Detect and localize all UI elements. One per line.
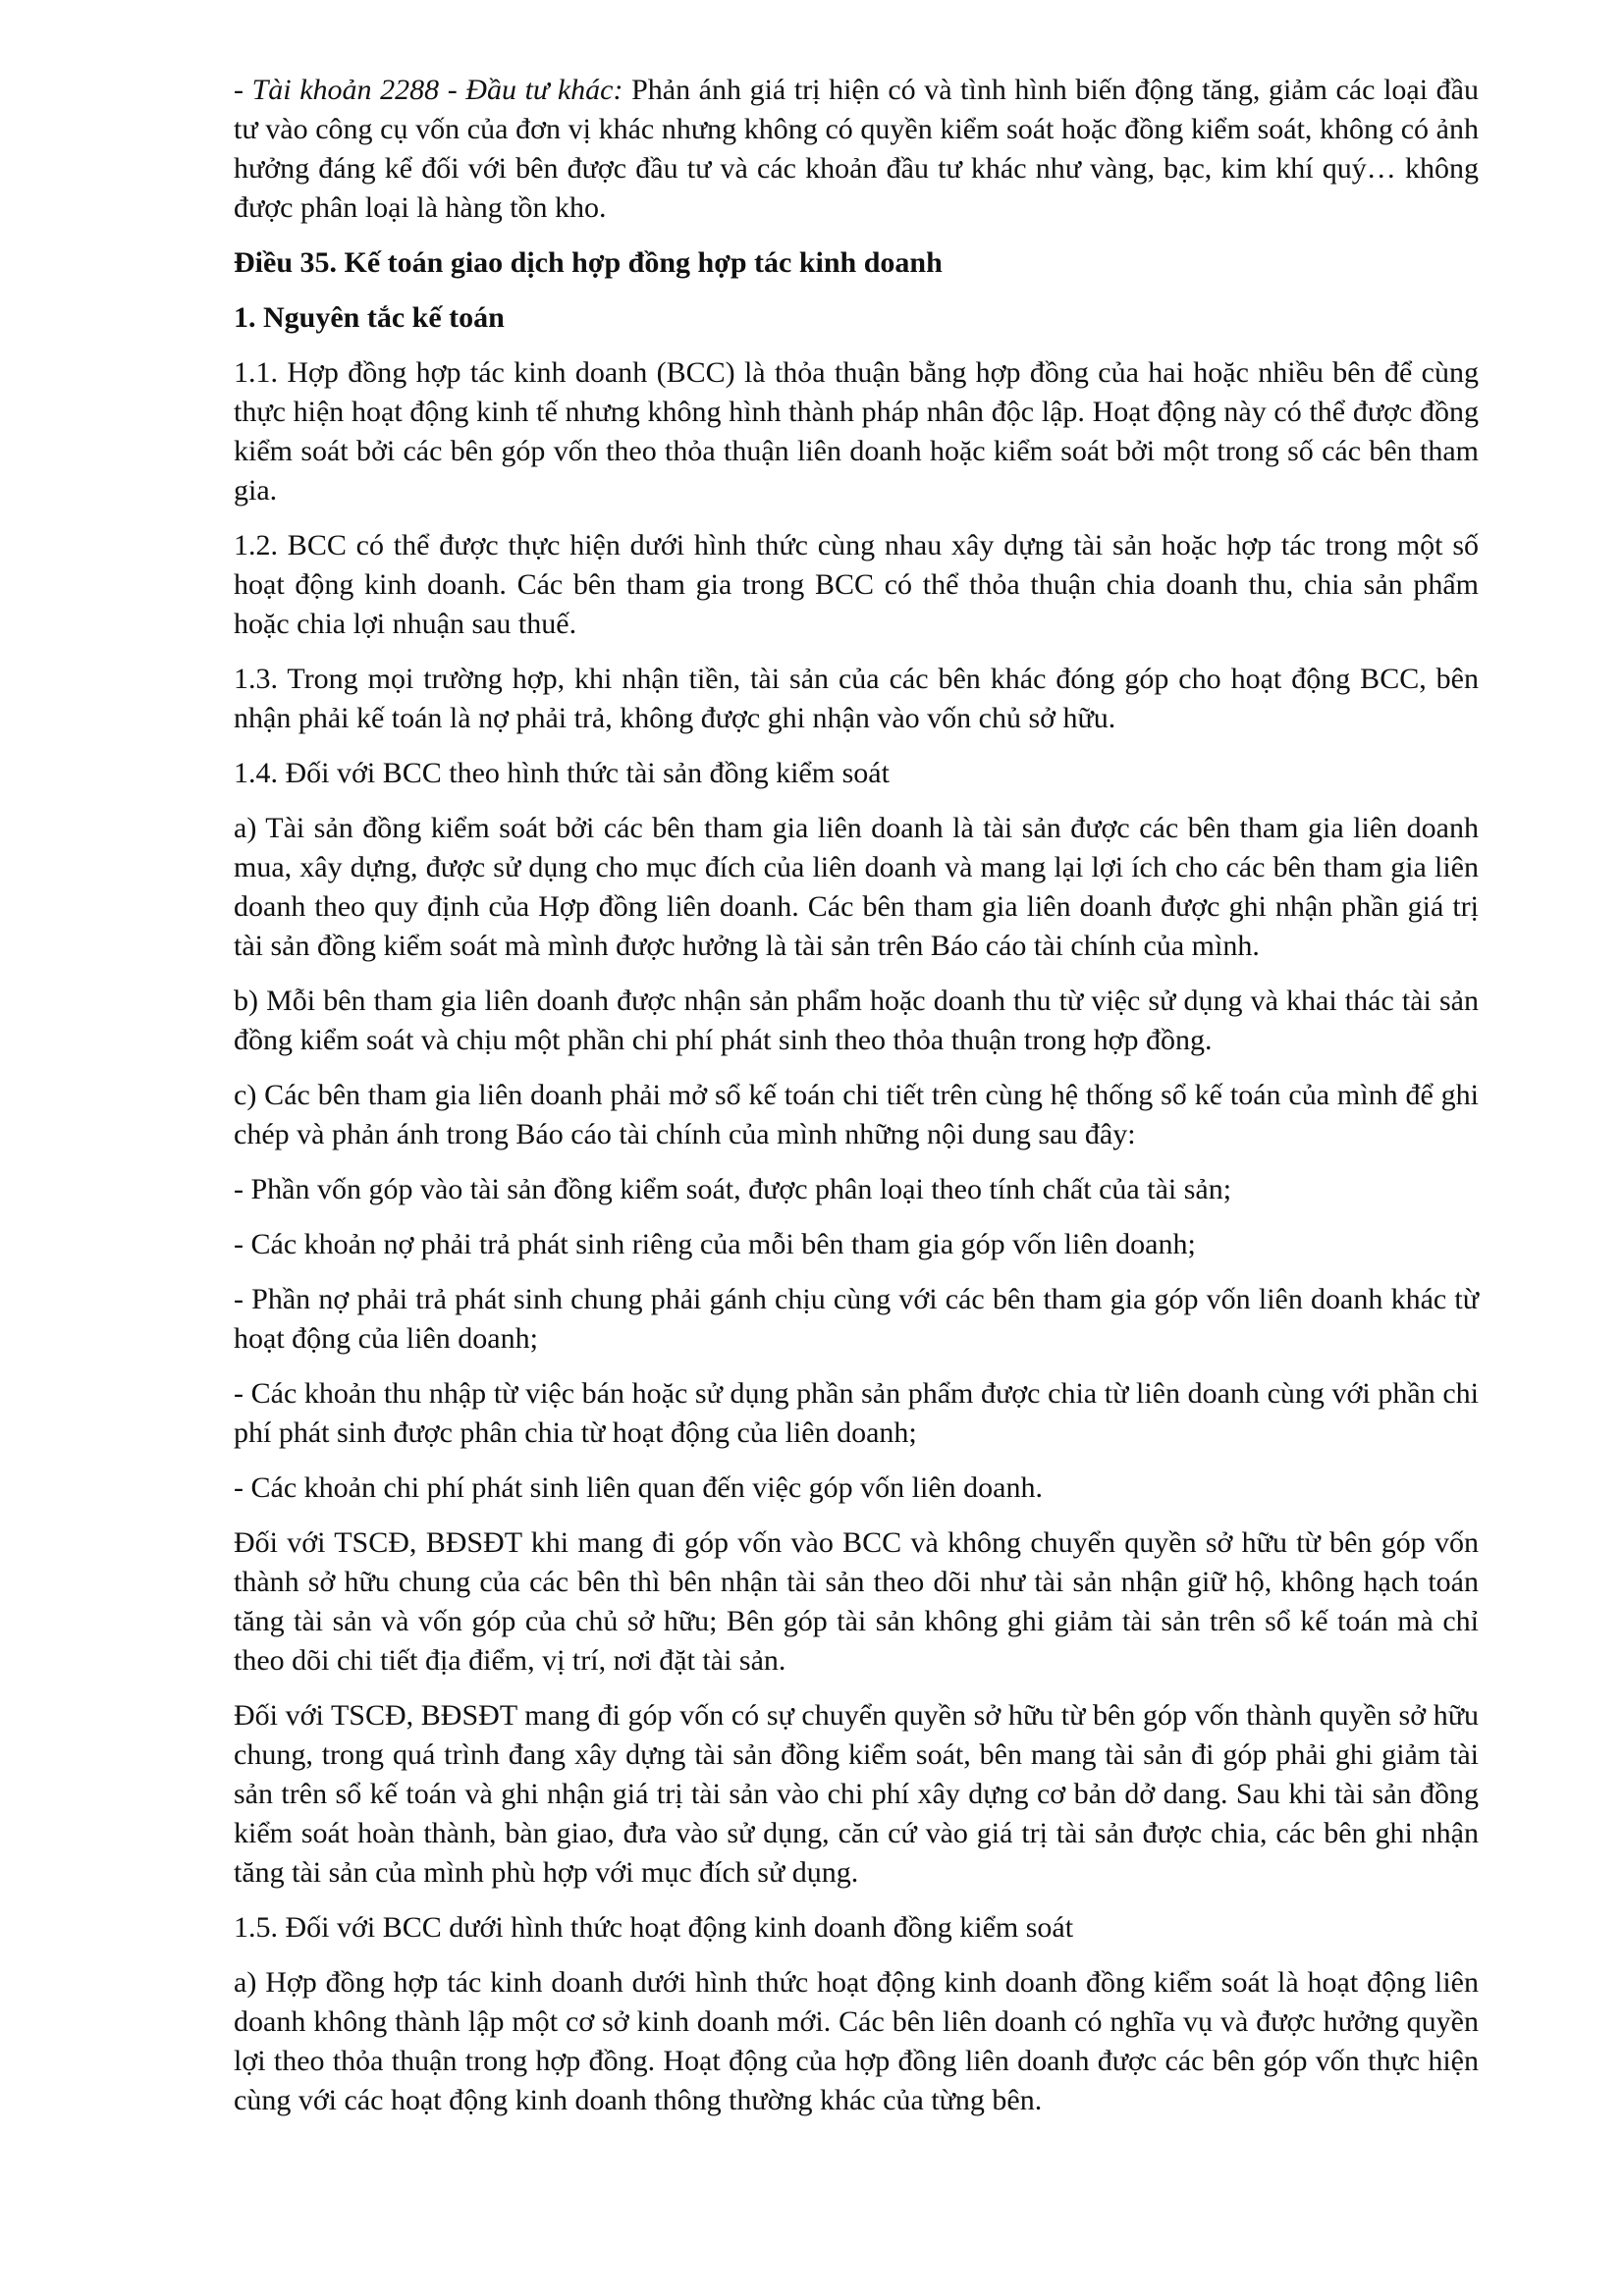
paragraph-1-3: 1.3. Trong mọi trường hợp, khi nhận tiền, tài sản của các bên khác đóng góp cho hoạt động BCC, bên nhận phải kế toán là nợ phải trả, không được ghi nhận vào vốn chủ sở hữu. — [234, 663, 1479, 734]
paragraph-1-2: 1.2. BCC có thể được thực hiện dưới hình thức cùng nhau xây dựng tài sản hoặc hợp tác trong một số hoạt động kinh doanh. Các bên tham gia trong BCC có thể thỏa thuận chia doanh thu, chia sản phẩm hoặc chia lợi nhuận sau thuế. — [234, 529, 1479, 640]
paragraph-fixed-assets-no-transfer: Đối với TSCĐ, BĐSĐT khi mang đi góp vốn vào BCC và không chuyển quyền sở hữu từ bên góp vốn thành sở hữu chung của các bên thì bên nhận tài sản theo dõi như tài sản nhận giữ hộ, không hạch toán tăng tài sản và vốn góp của chủ sở hữu; Bên góp tài sản không ghi giảm tài sản trên sổ kế toán mà chỉ theo dõi chi tiết địa điểm, vị trí, nơi đặt tài sản. — [234, 1526, 1479, 1677]
article-title: Điều 35. Kế toán giao dịch hợp đồng hợp tác kinh doanh — [234, 246, 943, 279]
list-item: - Phần vốn góp vào tài sản đồng kiểm soát, được phân loại theo tính chất của tài sản; — [234, 1173, 1232, 1205]
list-item: - Các khoản chi phí phát sinh liên quan đến việc góp vốn liên doanh. — [234, 1471, 1043, 1504]
paragraph-1-4-b: b) Mỗi bên tham gia liên doanh được nhận sản phẩm hoặc doanh thu từ việc sử dụng và khai thác tài sản đồng kiểm soát và chịu một phần chi phí phát sinh theo thỏa thuận trong hợp đồng. — [234, 985, 1479, 1056]
list-item: - Các khoản thu nhập từ việc bán hoặc sử dụng phần sản phẩm được chia từ liên doanh cùng với phần chi phí phát sinh được phân chia từ hoạt động của liên doanh; — [234, 1377, 1479, 1449]
account-description: Phản ánh giá trị hiện có và tình hình biến động tăng, giảm các loại đầu tư vào công cụ vốn của đơn vị khác nhưng không có quyền kiểm soát hoặc đồng kiểm soát, không có ảnh hưởng đáng kể đối với bên được đầu tư và các khoản đầu tư khác như vàng, bạc, kim khí quý… không được phân loại là hàng tồn kho. — [234, 74, 1479, 224]
intro-paragraph — [234, 71, 1479, 228]
paragraph-1-5-heading: 1.5. Đối với BCC dưới hình thức hoạt động kinh doanh đồng kiểm soát — [234, 1911, 1074, 1944]
account-label: - Tài khoản 2288 - Đầu tư khác: — [234, 74, 623, 106]
paragraph-1-4-a: a) Tài sản đồng kiểm soát bởi các bên tham gia liên doanh là tài sản được các bên tham gia liên doanh mua, xây dựng, được sử dụng cho mục đích của liên doanh và mang lại lợi ích cho các bên tham gia liên doanh theo quy định của Hợp đồng liên doanh. Các bên tham gia liên doanh được ghi nhận phần giá trị tài sản đồng kiểm soát mà mình được hưởng là tài sản trên Báo cáo tài chính của mình. — [234, 812, 1479, 962]
paragraph-1-5-a: a) Hợp đồng hợp tác kinh doanh dưới hình thức hoạt động kinh doanh đồng kiểm soát là hoạt động liên doanh không thành lập một cơ sở kinh doanh mới. Các bên liên doanh có nghĩa vụ và được hưởng quyền lợi theo thỏa thuận trong hợp đồng. Hoạt động của hợp đồng liên doanh được các bên góp vốn thực hiện cùng với các hoạt động kinh doanh thông thường khác của từng bên. — [234, 1966, 1479, 2116]
paragraph-1-4-heading: 1.4. Đối với BCC theo hình thức tài sản đồng kiểm soát — [234, 757, 890, 789]
section-title: 1. Nguyên tắc kế toán — [234, 301, 505, 334]
paragraph-1-1: 1.1. Hợp đồng hợp tác kinh doanh (BCC) là thỏa thuận bằng hợp đồng của hai hoặc nhiều bên để cùng thực hiện hoạt động kinh tế nhưng không hình thành pháp nhân độc lập. Hoạt động này có thể được đồng kiểm soát bởi các bên góp vốn theo thỏa thuận liên doanh hoặc kiểm soát bởi một trong số các bên tham gia. — [234, 356, 1479, 507]
paragraph-fixed-assets-transfer: Đối với TSCĐ, BĐSĐT mang đi góp vốn có sự chuyển quyền sở hữu từ bên góp vốn thành quyền sở hữu chung, trong quá trình đang xây dựng tài sản đồng kiểm soát, bên mang tài sản đi góp phải ghi giảm tài sản trên sổ kế toán và ghi nhận giá trị tài sản vào chi phí xây dựng cơ bản dở dang. Sau khi tài sản đồng kiểm soát hoàn thành, bàn giao, đưa vào sử dụng, căn cứ vào giá trị tài sản được chia, các bên ghi nhận tăng tài sản của mình phù hợp với mục đích sử dụng. — [234, 1699, 1479, 1889]
list-item: - Các khoản nợ phải trả phát sinh riêng của mỗi bên tham gia góp vốn liên doanh; — [234, 1228, 1196, 1260]
paragraph-1-4-c: c) Các bên tham gia liên doanh phải mở sổ kế toán chi tiết trên cùng hệ thống sổ kế toán của mình để ghi chép và phản ánh trong Báo cáo tài chính của mình những nội dung sau đây: — [234, 1079, 1479, 1150]
document-page — [234, 71, 1479, 2136]
list-item: - Phần nợ phải trả phát sinh chung phải gánh chịu cùng với các bên tham gia góp vốn liên doanh khác từ hoạt động của liên doanh; — [234, 1283, 1479, 1355]
